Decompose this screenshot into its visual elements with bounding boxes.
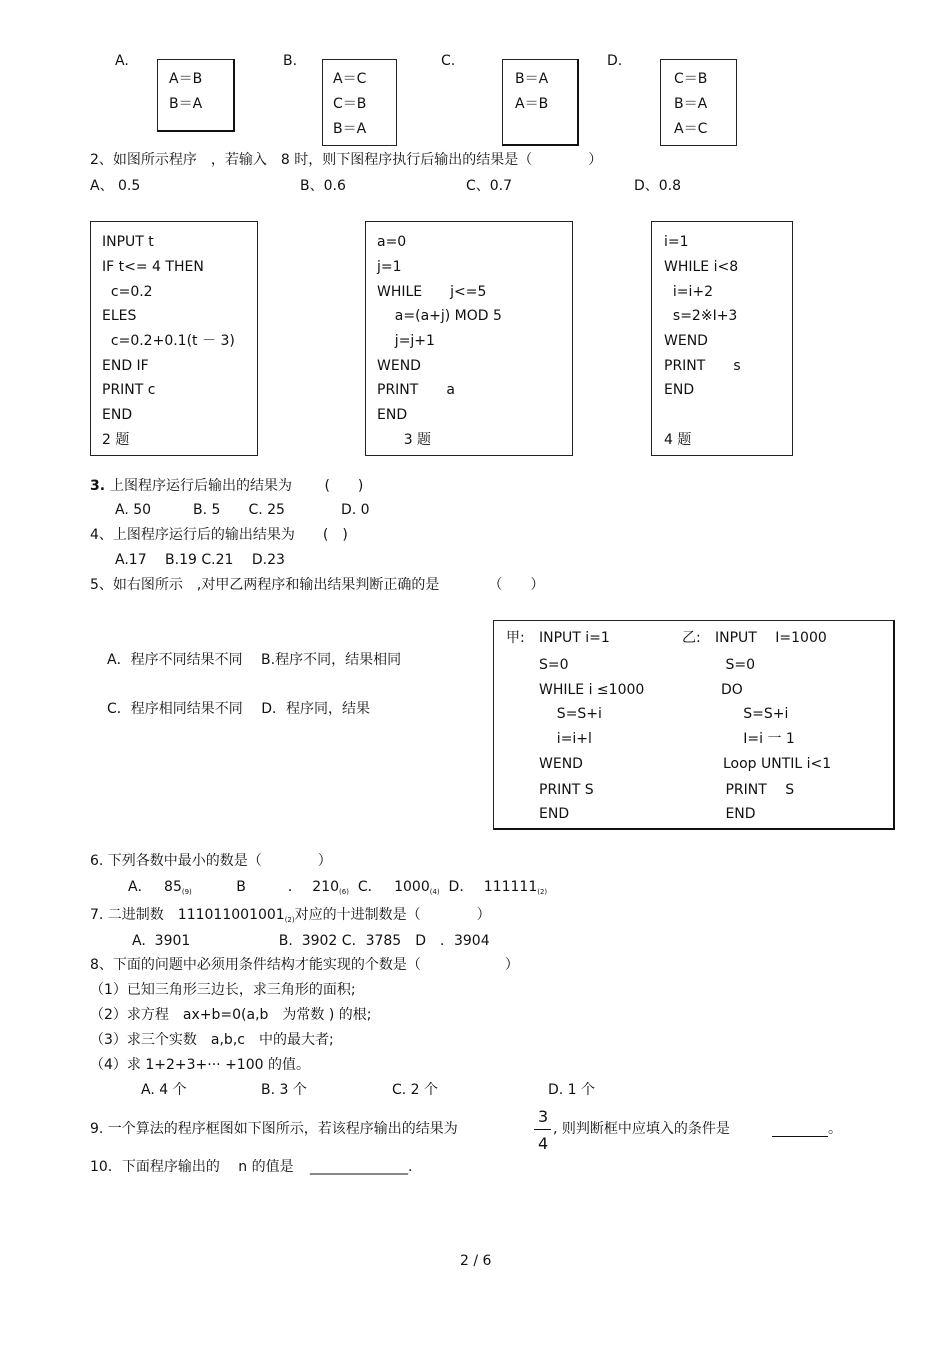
q6-stem: 6. 下列各数中最小的数是（ ） [90, 853, 332, 869]
code-line: c=0.2+0.1(t － 3) [102, 333, 235, 349]
q2-stem: 2、如图所示程序 ，若输入 8 时，则下图程序执行后输出的结果是（ ） [90, 152, 603, 168]
q9-fraction-denominator: 4 [538, 1134, 549, 1153]
q1-label-c: C. [441, 53, 456, 69]
q6-b-number: 210 [312, 879, 340, 895]
code-line: WHILE i ≤1000 [539, 682, 645, 698]
q7-base: (2) [284, 916, 295, 924]
q8-item: （3）求三个实数 a,b,c 中的最大者; [90, 1032, 334, 1048]
q2-option-d: D、0.8 [634, 178, 682, 194]
q1-label-b: B. [283, 53, 298, 69]
code-line: i=i+l [539, 731, 592, 747]
code-line: END [721, 806, 756, 822]
q7-stem-post: 对应的十进制数是（ ） [294, 907, 491, 923]
code-line: A＝B [169, 71, 203, 87]
q8-option-a: A. 4 个 [141, 1082, 187, 1098]
code-line: S=S+i [539, 706, 602, 722]
q10-stem: 10．下面程序输出的 n 的值是 [90, 1159, 294, 1175]
q5-program-box [493, 620, 895, 830]
q1-label-a: A. [115, 53, 129, 69]
q8-option-c: C. 2 个 [392, 1082, 439, 1098]
code-line: PRINT S [539, 782, 594, 798]
code-line: INPUT i=1 [539, 630, 610, 646]
code-line: j=j+1 [377, 333, 435, 349]
q6-d-base: (2) [537, 888, 548, 896]
yi-label: 乙: [682, 630, 701, 646]
q9-stem: 9. 一个算法的程序框图如下图所示，若该程序输出的结果为 [90, 1121, 458, 1137]
code-line: DO [721, 682, 743, 698]
q6-a-base: (9) [181, 888, 192, 896]
q9-fraction-numerator: 3 [538, 1107, 549, 1126]
q7-options: A. 3901 B. 3902 C．3785 D ．3904 [132, 933, 490, 949]
code-line: B＝A [333, 121, 367, 137]
code-line: j=1 [377, 259, 402, 275]
code-line: INPUT t [102, 234, 154, 250]
q9-fraction-bar [534, 1129, 551, 1130]
q6-a-label: A． [128, 879, 152, 895]
code-line: c=0.2 [102, 284, 153, 300]
program-caption: 3 题 [377, 432, 432, 448]
code-line: END [377, 407, 408, 423]
code-line: B＝A [169, 96, 203, 112]
code-line: s=2※I+3 [664, 308, 738, 324]
code-line: B＝A [515, 71, 549, 87]
q4-stem: 4、上图程序运行后的输出结果为 ( ) [90, 527, 348, 543]
q3-stem: 上图程序运行后输出的结果为 ( ) [110, 478, 364, 494]
q1-box-b [322, 59, 397, 146]
q7-stem [90, 908, 491, 924]
program-caption: 2 题 [102, 432, 130, 448]
program-box-q3 [365, 221, 573, 456]
code-line: WEND [377, 358, 421, 374]
q8-item: （2）求方程 ax+b=0(a,b 为常数 ) 的根; [90, 1007, 372, 1023]
code-line: PRINT a [377, 382, 455, 398]
code-line: A＝C [333, 71, 367, 87]
q1-box-d [660, 59, 737, 146]
code-line: END [102, 407, 133, 423]
code-line: WHILE j<=5 [377, 284, 487, 300]
code-line: S=0 [539, 657, 569, 673]
q6-d-number: 111111 [483, 879, 538, 895]
code-line: PRINT c [102, 382, 156, 398]
program-box-q4 [651, 221, 793, 456]
jia-label: 甲: [506, 630, 525, 646]
code-line: PRINT S [721, 782, 795, 798]
code-line: Loop UNTIL i<1 [723, 756, 832, 772]
q5-stem: 5、如右图所示 ,对甲乙两程序和输出结果判断正确的是 （ ） [90, 577, 545, 593]
code-line: a=(a+j) MOD 5 [377, 308, 502, 324]
code-line: WHILE i<8 [664, 259, 739, 275]
q9-blank-line [772, 1122, 828, 1137]
code-line: a=0 [377, 234, 407, 250]
code-line: END [539, 806, 570, 822]
code-line: S=S+i [721, 706, 789, 722]
code-line: ELES [102, 308, 137, 324]
code-line: C＝B [333, 96, 367, 112]
code-line: PRINT s [664, 358, 741, 374]
q6-b-base: (6) [339, 888, 349, 896]
program-box-q2 [90, 221, 258, 456]
code-line: B＝A [674, 96, 708, 112]
q8-item: （4）求 1+2+3+··· +100 的值。 [90, 1057, 310, 1073]
code-line: WEND [664, 333, 708, 349]
q2-option-a: A、 0.5 [90, 178, 141, 194]
code-line: A＝C [674, 121, 708, 137]
q2-option-c: C、0.7 [466, 178, 513, 194]
code-line: i=i+2 [664, 284, 714, 300]
q9-stem-post: , 则判断框中应填入的条件是 [553, 1121, 730, 1137]
q6-options [128, 880, 547, 896]
q4-options: A.17 B.19 C.21 D.23 [115, 552, 285, 568]
q2-option-b: B、0.6 [300, 178, 346, 194]
q9-blank [772, 1122, 842, 1137]
q6-a-number: 85 [164, 879, 182, 895]
q8-item: （1）已知三角形三边长，求三角形的面积; [90, 982, 356, 998]
program-caption: 4 题 [664, 432, 692, 448]
code-line: I=i 一 1 [721, 731, 795, 747]
q7-stem-pre: 7. 二进制数 111011001001 [90, 907, 285, 923]
code-line: IF t<= 4 THEN [102, 259, 204, 275]
page-number: 2 / 6 [460, 1253, 492, 1269]
code-line: C＝B [674, 71, 708, 87]
code-line: WEND [539, 756, 583, 772]
q8-stem: 8、下面的问题中必须用条件结构才能实现的个数是（ ） [90, 957, 519, 973]
q1-box-c [502, 59, 579, 146]
q5-options-ab: A．程序不同结果不同 B.程序不同，结果相同 [107, 652, 402, 668]
q1-box-a [157, 59, 235, 132]
q6-d-label: D． [444, 879, 474, 895]
q8-option-d: D. 1 个 [548, 1082, 596, 1098]
code-line: END [664, 382, 695, 398]
q6-c-number: 1000 [394, 879, 430, 895]
q8-option-b: B. 3 个 [261, 1082, 307, 1098]
q6-b-label: B ． [236, 879, 302, 895]
q1-label-d: D. [607, 53, 623, 69]
code-line: S=0 [721, 657, 755, 673]
q3-options: A. 50 B. 5 C. 25 D. 0 [115, 502, 370, 518]
q6-c-label: C． [353, 879, 382, 895]
code-line: i=1 [664, 234, 689, 250]
q5-options-cd: C．程序相同结果不同 D．程序同，结果 [107, 701, 371, 717]
q3-number: 3. [90, 478, 106, 494]
code-line: END IF [102, 358, 149, 374]
q10-blank: ______________. [310, 1159, 413, 1175]
q6-c-base: (4) [429, 888, 440, 896]
q9-end: 。 [828, 1121, 842, 1137]
code-line: INPUT I=1000 [715, 630, 827, 646]
code-line: A＝B [515, 96, 549, 112]
